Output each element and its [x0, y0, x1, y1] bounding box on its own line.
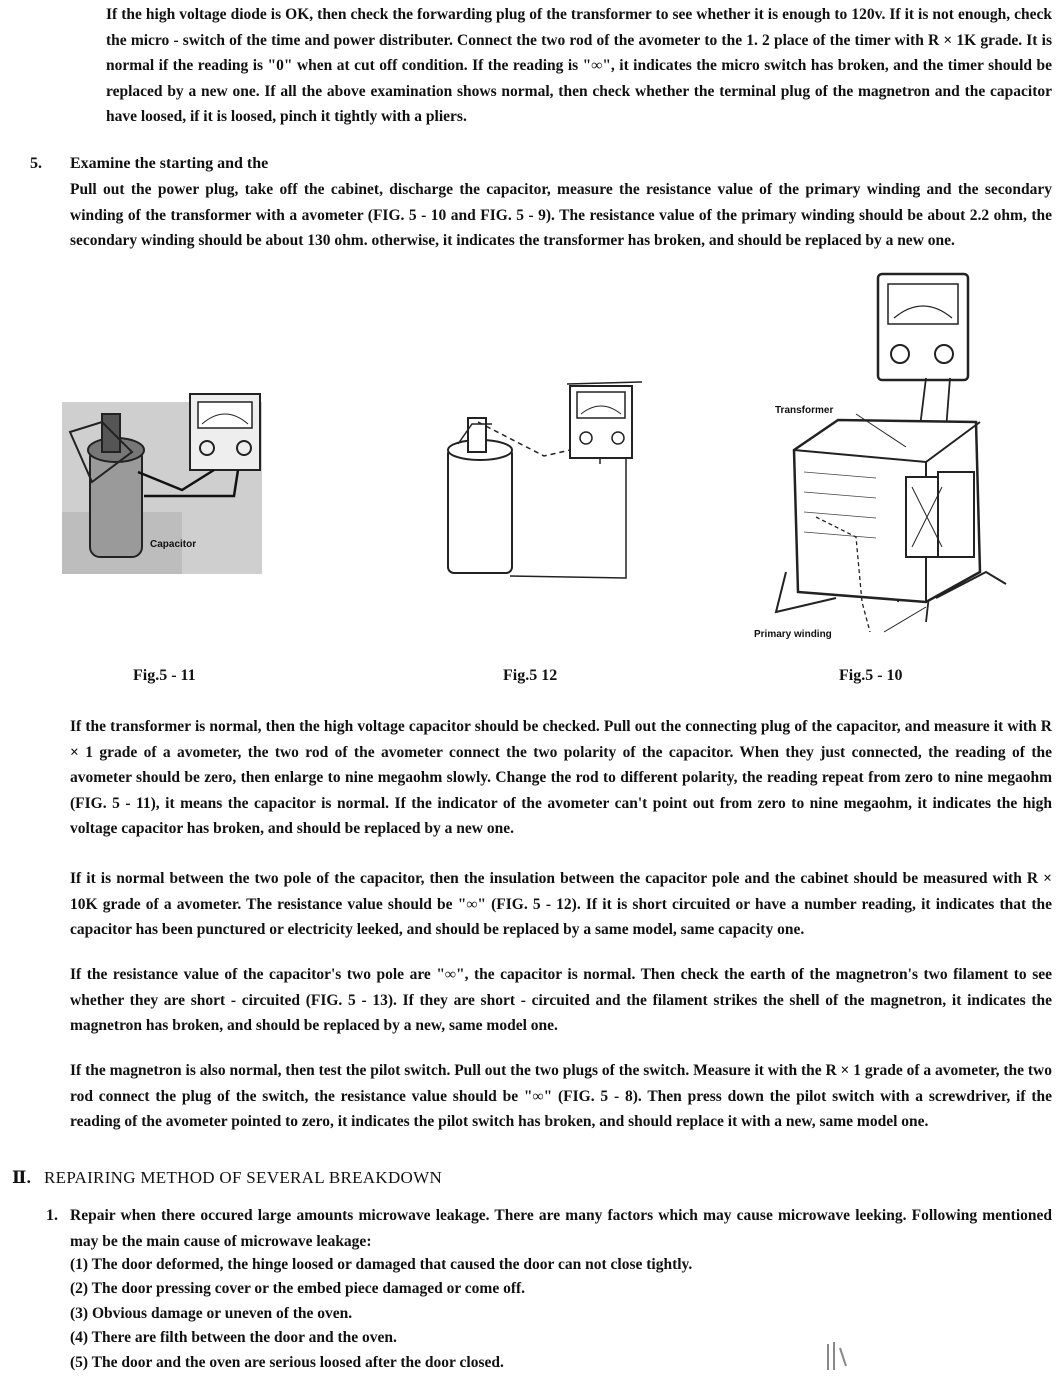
- fig-5-10-caption: Fig.5 - 10: [839, 667, 903, 684]
- list-item: (2) The door pressing cover or the embed piece damaged or come off.: [70, 1280, 526, 1298]
- fig-5-11-caption: Fig.5 - 11: [133, 667, 196, 684]
- fig-5-12-caption: Fig.5 12: [503, 667, 558, 684]
- list-item: (3) Obvious damage or uneven of the oven.: [70, 1304, 353, 1322]
- item-1-number: 1.: [46, 1207, 58, 1224]
- fig-5-10-illustration: [776, 272, 1046, 642]
- pilot-switch-paragraph: If the magnetron is also normal, then test the pilot switch. Pull out the two plugs of the switch. Measure it with the R × 1 grade of a avometer, the two rod connect the plug of the switch, the resistance value should be "∞" (FIG. 5 - 8). Then press down the pilot switch with a screwdriver, if the reading of the avometer pointed to zero, it indicates the pilot switch has broken, and should replace it with a new, same model one.: [70, 1062, 1052, 1131]
- fig-5-10-label-transformer: Transformer: [775, 405, 834, 416]
- list-item: (1) The door deformed, the hinge loosed or damaged that caused the door can not close tightly.: [70, 1256, 693, 1273]
- magnetron-check-paragraph: If the resistance value of the capacitor's two pole are "∞", the capacitor is normal. Then check the earth of the magnetron's two filament to see whether they are short - circuited (FIG. 5 - 13). If they are short - circuited and the filament strikes the shell of the magnetron, it indicates the magnetron has broken, and should be replaced by a new, same model one.: [70, 966, 1052, 1035]
- fig-5-12-illustration: [440, 380, 650, 580]
- item-5-heading: Examine the starting and the: [70, 155, 269, 172]
- list-item: (5) The door and the oven are serious loosed after the door closed.: [70, 1353, 504, 1371]
- insulation-check-paragraph: If it is normal between the two pole of the capacitor, then the insulation between the capacitor pole and the cabinet should be measured with R × 10K grade of a avometer. The resistance value should be "∞" (FIG. 5 - 12). If it is short circuited or have a number reading, it indicates that the capacitor has been punctured or electricity leeked, and should be replaced by a same model, same capacity one.: [70, 870, 1052, 939]
- capacitor-check-paragraph: If the transformer is normal, then the high voltage capacitor should be checked. Pull out the connecting plug of the capacitor, and measure it with R × 1 grade of a avometer, the two rod of the avometer connect the two polarity of the capacitor. When they just connected, the reading of the avometer should be zero, then enlarge to nine megaohm slowly. Change the rod to different polarity, the reading repeat from zero to nine megaohm (FIG. 5 - 11), it means the capacitor is normal. If the indicator of the avometer can't point out from zero to nine megaohm, it indicates the high voltage capacitor has broken, and should be replaced by a new one.: [70, 718, 1052, 838]
- scan-artifact: [820, 1338, 860, 1374]
- leakage-causes-list: [70, 1253, 692, 1375]
- fig-5-10-label-primary-winding: Primary winding: [754, 629, 832, 640]
- section-title: REPAIRING METHOD OF SEVERAL BREAKDOWN: [44, 1168, 443, 1187]
- list-item: (4) There are filth between the door and the oven.: [70, 1329, 397, 1347]
- item-1-text: Repair when there occured large amounts microwave leakage. There are many factors which may cause microwave leeking. Following mentioned may be the main cause of microwave leakage:: [70, 1207, 1052, 1250]
- fig-5-11-label-capacitor: Capacitor: [150, 539, 197, 550]
- intro-paragraph: If the high voltage diode is OK, then check the forwarding plug of the transformer to see whether it is enough to 120v. If it is not enough, check the micro - switch of the time and power distributer. Connect the two rod of the avometer to the 1. 2 place of the timer with R × 1K grade. It is normal if the reading is "0" when at cut off condition. If the reading is "∞", it indicates the micro switch has broken, and the timer should be replaced by a new one. If all the above examination shows normal, then check whether the terminal plug of the magnetron and the capacitor have loosed, if it is loosed, pinch it tightly with a pliers.: [106, 6, 1052, 126]
- transformer-check-paragraph: Pull out the power plug, take off the cabinet, discharge the capacitor, measure the resistance value of the primary winding and the secondary winding of the transformer with a avometer (FIG. 5 - 10 and FIG. 5 - 9). The resistance value of the primary winding should be about 2.2 ohm, the secondary winding should be about 130 ohm. otherwise, it indicates the transformer has broken, and should be replaced by a new one.: [70, 181, 1052, 250]
- item-5-number: 5.: [30, 155, 42, 172]
- section-marker: Ⅱ.: [12, 1168, 32, 1187]
